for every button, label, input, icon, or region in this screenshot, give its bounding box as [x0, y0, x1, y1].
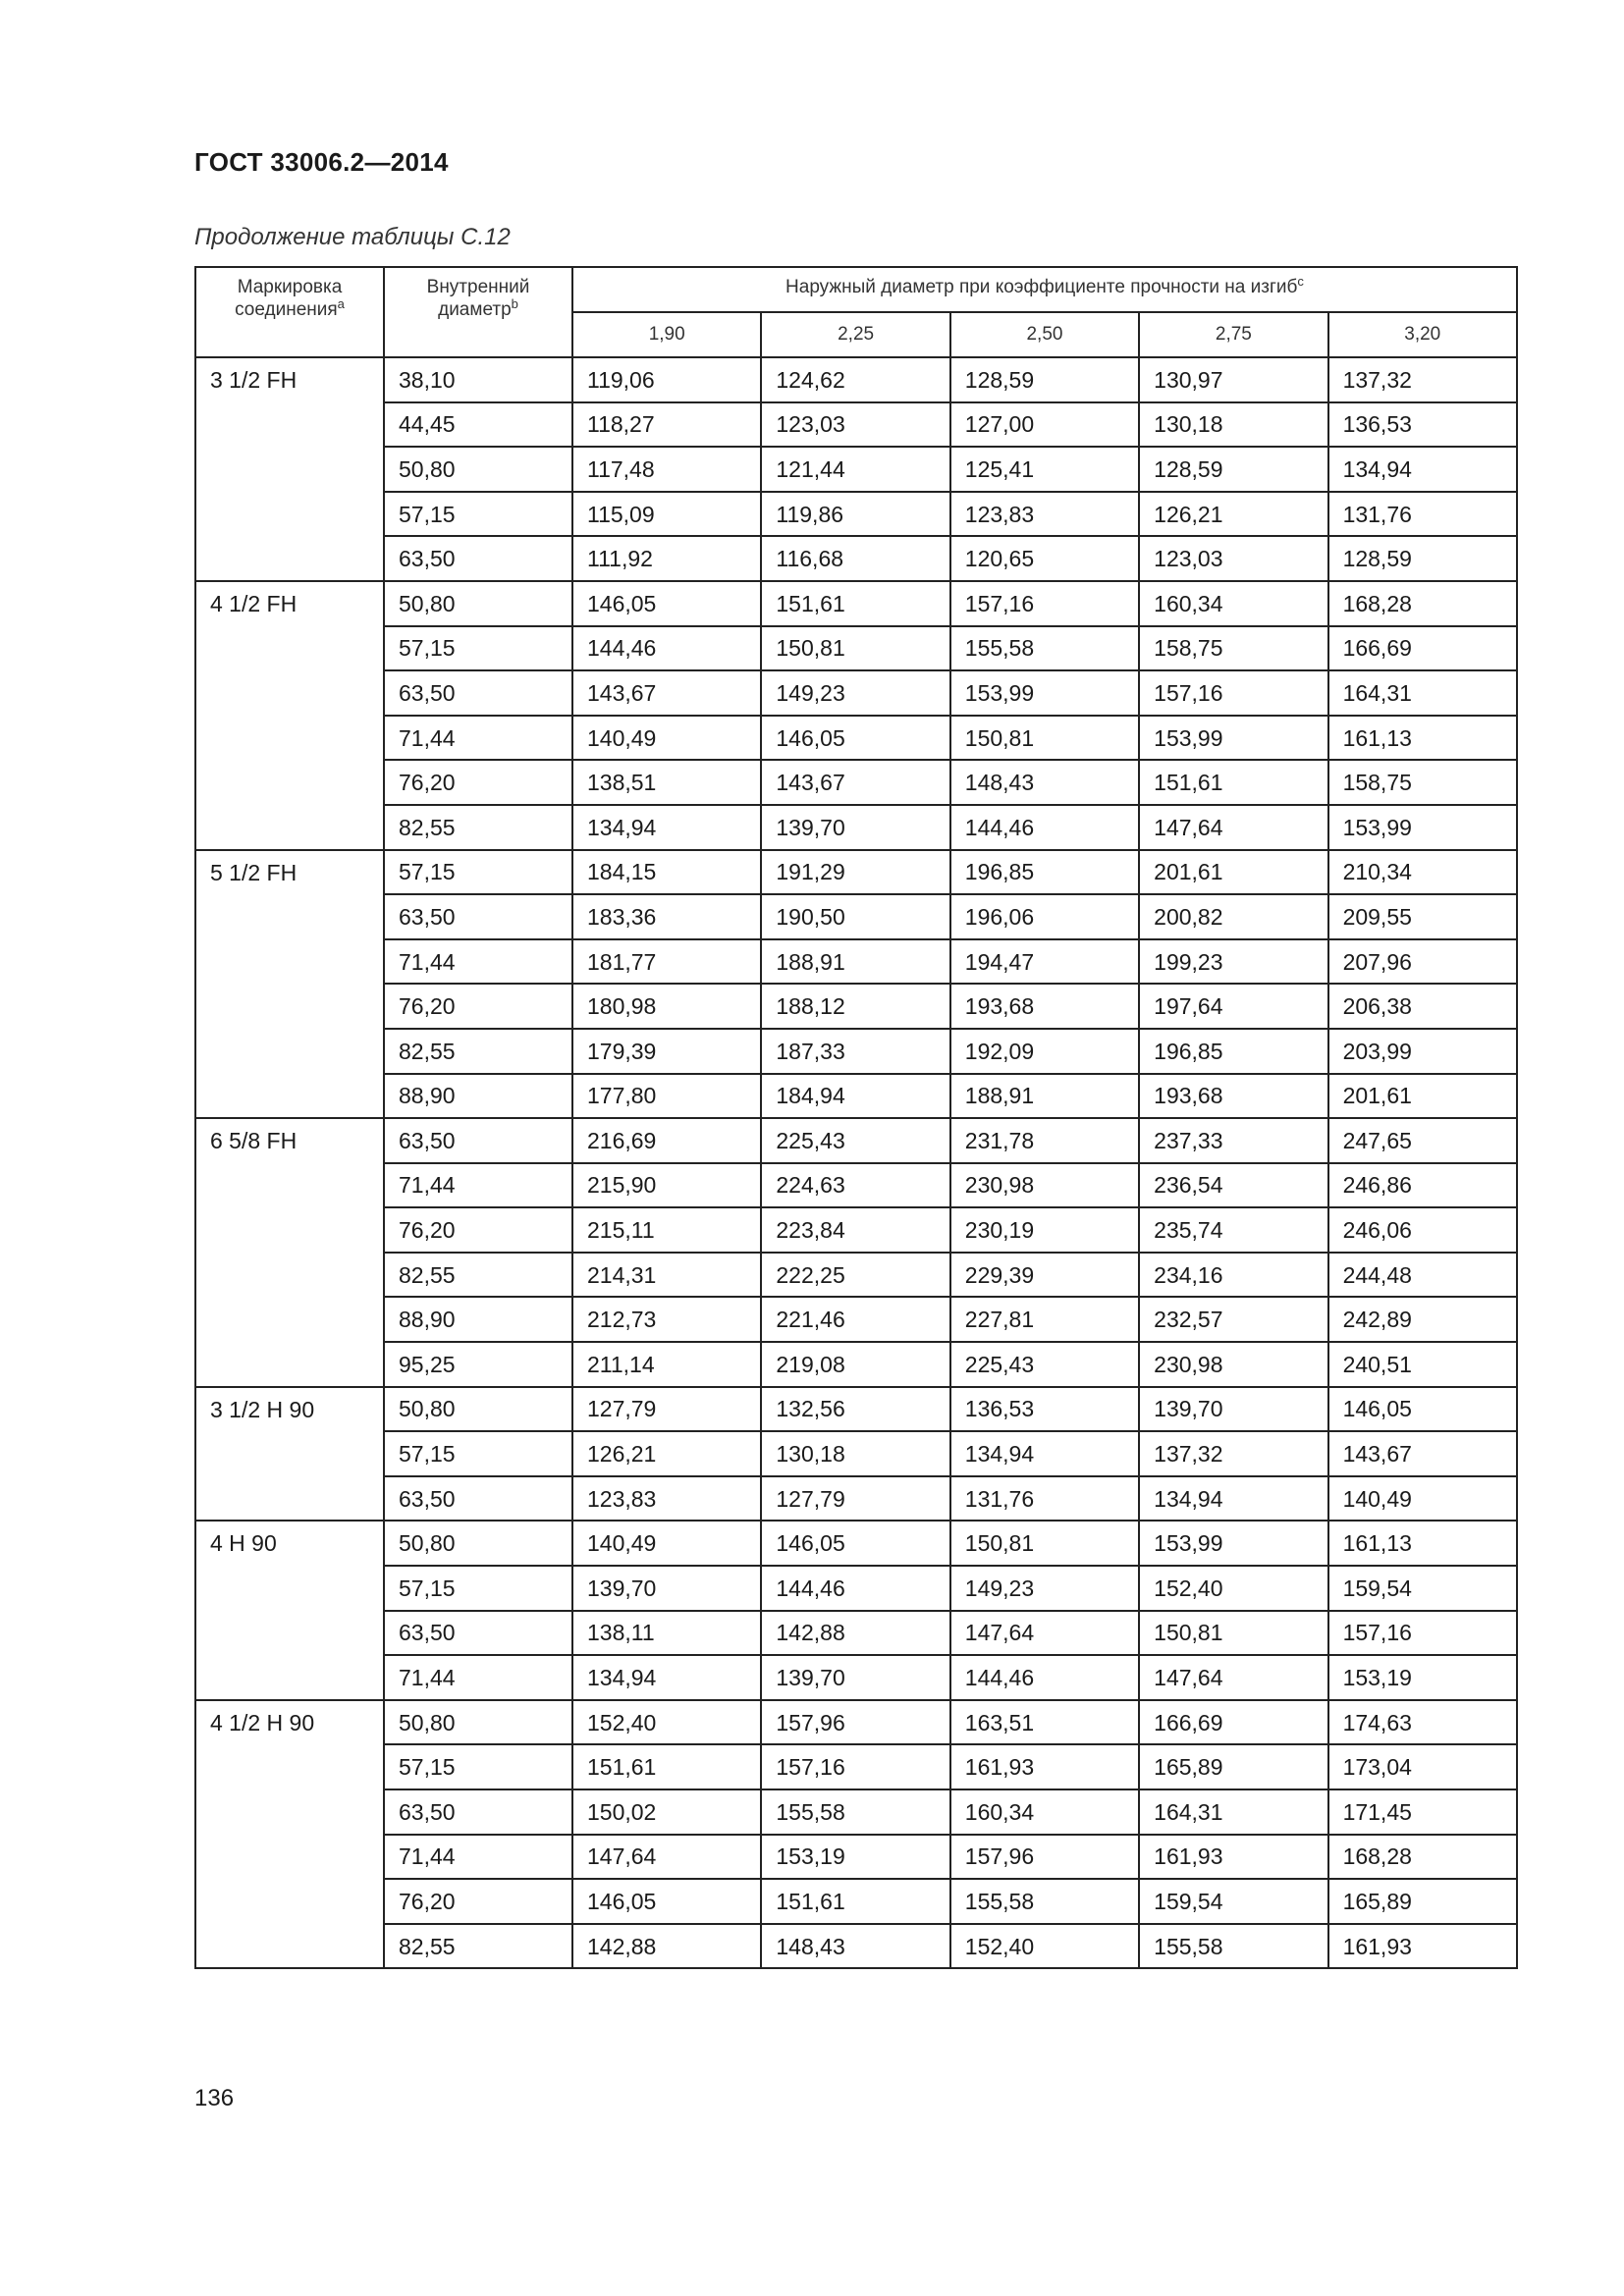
table-row	[195, 1879, 1517, 1924]
outer-diameter-cell: 136,53	[950, 1387, 1139, 1432]
outer-diameter-cell: 147,64	[950, 1611, 1139, 1656]
table-row	[195, 984, 1517, 1029]
outer-diameter-cell: 165,89	[1328, 1879, 1517, 1924]
outer-diameter-cell: 147,64	[572, 1835, 761, 1880]
outer-diameter-cell: 188,91	[761, 939, 949, 985]
outer-diameter-cell: 134,94	[572, 1655, 761, 1700]
outer-diameter-cell: 210,34	[1328, 850, 1517, 895]
outer-diameter-cell: 160,34	[1139, 581, 1327, 626]
inner-diameter-cell: 76,20	[384, 1207, 572, 1253]
outer-diameter-cell: 230,19	[950, 1207, 1139, 1253]
outer-diameter-cell: 166,69	[1328, 626, 1517, 671]
outer-diameter-cell: 168,28	[1328, 1835, 1517, 1880]
outer-diameter-cell: 161,93	[950, 1744, 1139, 1789]
outer-diameter-cell: 244,48	[1328, 1253, 1517, 1298]
outer-diameter-cell: 159,54	[1139, 1879, 1327, 1924]
inner-diameter-cell: 50,80	[384, 581, 572, 626]
inner-diameter-cell: 63,50	[384, 536, 572, 581]
outer-diameter-cell: 123,83	[950, 492, 1139, 537]
outer-diameter-cell: 164,31	[1328, 670, 1517, 716]
outer-diameter-cell: 147,64	[1139, 1655, 1327, 1700]
inner-diameter-cell: 63,50	[384, 1476, 572, 1522]
connection-mark-cell: 3 1/2 H 90	[195, 1387, 384, 1522]
outer-diameter-cell: 159,54	[1328, 1566, 1517, 1611]
inner-diameter-cell: 82,55	[384, 1253, 572, 1298]
connection-mark-header-label: Маркировка соединения	[235, 277, 343, 320]
table-row	[195, 1611, 1517, 1656]
factor-header: 2,75	[1139, 312, 1327, 357]
outer-diameter-cell: 216,69	[572, 1118, 761, 1163]
inner-diameter-cell: 71,44	[384, 1655, 572, 1700]
inner-diameter-cell: 82,55	[384, 1924, 572, 1969]
outer-diameter-cell: 151,61	[761, 1879, 949, 1924]
outer-diameter-cell: 140,49	[1328, 1476, 1517, 1522]
outer-diameter-cell: 153,99	[1139, 1521, 1327, 1566]
table-row	[195, 402, 1517, 448]
outer-diameter-cell: 184,15	[572, 850, 761, 895]
outer-diameter-cell: 222,25	[761, 1253, 949, 1298]
table-row	[195, 1387, 1517, 1432]
outer-diameter-cell: 150,02	[572, 1789, 761, 1835]
table-row	[195, 1431, 1517, 1476]
page-number: 136	[194, 2085, 235, 2111]
outer-diameter-cell: 215,90	[572, 1163, 761, 1208]
outer-diameter-cell: 139,70	[761, 805, 949, 850]
outer-diameter-cell: 137,32	[1328, 357, 1517, 402]
outer-diameter-cell: 161,93	[1328, 1924, 1517, 1969]
outer-diameter-cell: 142,88	[761, 1611, 949, 1656]
inner-diameter-header-label: Внутренний диаметр	[426, 277, 530, 320]
outer-diameter-cell: 192,09	[950, 1029, 1139, 1074]
table-row	[195, 1835, 1517, 1880]
footnote-c-marker: c	[1297, 274, 1304, 289]
outer-diameter-cell: 160,34	[950, 1789, 1139, 1835]
inner-diameter-cell: 57,15	[384, 492, 572, 537]
outer-diameter-group-label: Наружный диаметр при коэффициенте прочности на изгиб	[785, 277, 1298, 297]
outer-diameter-cell: 152,40	[572, 1700, 761, 1745]
table-row	[195, 626, 1517, 671]
outer-diameter-cell: 197,64	[1139, 984, 1327, 1029]
outer-diameter-cell: 139,70	[761, 1655, 949, 1700]
outer-diameter-cell: 119,86	[761, 492, 949, 537]
outer-diameter-cell: 157,96	[950, 1835, 1139, 1880]
outer-diameter-cell: 128,59	[1328, 536, 1517, 581]
outer-diameter-cell: 143,67	[572, 670, 761, 716]
inner-diameter-cell: 63,50	[384, 670, 572, 716]
connection-mark-cell: 5 1/2 FH	[195, 850, 384, 1119]
inner-diameter-cell: 63,50	[384, 1118, 572, 1163]
footnote-a-marker: a	[337, 296, 345, 311]
outer-diameter-cell: 171,45	[1328, 1789, 1517, 1835]
outer-diameter-cell: 151,61	[761, 581, 949, 626]
outer-diameter-cell: 151,61	[572, 1744, 761, 1789]
outer-diameter-cell: 224,63	[761, 1163, 949, 1208]
outer-diameter-cell: 140,49	[572, 716, 761, 761]
outer-diameter-cell: 142,88	[572, 1924, 761, 1969]
outer-diameter-cell: 144,46	[572, 626, 761, 671]
table-row	[195, 1566, 1517, 1611]
inner-diameter-header	[384, 267, 572, 357]
inner-diameter-cell: 38,10	[384, 357, 572, 402]
outer-diameter-cell: 139,70	[572, 1566, 761, 1611]
outer-diameter-cell: 140,49	[572, 1521, 761, 1566]
factor-header: 2,25	[761, 312, 949, 357]
table-row	[195, 357, 1517, 402]
outer-diameter-cell: 147,64	[1139, 805, 1327, 850]
outer-diameter-cell: 234,16	[1139, 1253, 1327, 1298]
outer-diameter-cell: 158,75	[1139, 626, 1327, 671]
inner-diameter-cell: 71,44	[384, 939, 572, 985]
outer-diameter-cell: 157,16	[950, 581, 1139, 626]
connection-mark-cell: 4 H 90	[195, 1521, 384, 1699]
outer-diameter-cell: 115,09	[572, 492, 761, 537]
inner-diameter-cell: 95,25	[384, 1342, 572, 1387]
table-row	[195, 536, 1517, 581]
outer-diameter-cell: 181,77	[572, 939, 761, 985]
outer-diameter-cell: 166,69	[1139, 1700, 1327, 1745]
outer-diameter-cell: 153,99	[1328, 805, 1517, 850]
outer-diameter-cell: 155,58	[950, 1879, 1139, 1924]
inner-diameter-cell: 57,15	[384, 1566, 572, 1611]
inner-diameter-cell: 82,55	[384, 1029, 572, 1074]
outer-diameter-cell: 111,92	[572, 536, 761, 581]
outer-diameter-cell: 126,21	[572, 1431, 761, 1476]
outer-diameter-cell: 144,46	[761, 1566, 949, 1611]
outer-diameter-cell: 161,13	[1328, 1521, 1517, 1566]
outer-diameter-cell: 157,16	[1328, 1611, 1517, 1656]
outer-diameter-cell: 196,06	[950, 894, 1139, 939]
outer-diameter-cell: 123,03	[1139, 536, 1327, 581]
inner-diameter-cell: 50,80	[384, 447, 572, 492]
table-caption: Продолжение таблицы С.12	[194, 224, 511, 250]
inner-diameter-cell: 71,44	[384, 1163, 572, 1208]
factor-header: 2,50	[950, 312, 1139, 357]
outer-diameter-cell: 148,43	[761, 1924, 949, 1969]
outer-diameter-cell: 240,51	[1328, 1342, 1517, 1387]
outer-diameter-cell: 227,81	[950, 1297, 1139, 1342]
table-header	[195, 267, 1517, 357]
outer-diameter-cell: 174,63	[1328, 1700, 1517, 1745]
outer-diameter-cell: 230,98	[950, 1163, 1139, 1208]
outer-diameter-cell: 118,27	[572, 402, 761, 448]
outer-diameter-cell: 127,79	[761, 1476, 949, 1522]
outer-diameter-cell: 126,21	[1139, 492, 1327, 537]
outer-diameter-cell: 242,89	[1328, 1297, 1517, 1342]
inner-diameter-cell: 82,55	[384, 805, 572, 850]
table-row	[195, 760, 1517, 805]
outer-diameter-cell: 207,96	[1328, 939, 1517, 985]
outer-diameter-cell: 215,11	[572, 1207, 761, 1253]
inner-diameter-cell: 88,90	[384, 1297, 572, 1342]
table-row	[195, 492, 1517, 537]
outer-diameter-cell: 127,79	[572, 1387, 761, 1432]
outer-diameter-cell: 153,19	[1328, 1655, 1517, 1700]
table-row	[195, 716, 1517, 761]
table-row	[195, 894, 1517, 939]
outer-diameter-cell: 235,74	[1139, 1207, 1327, 1253]
connection-mark-header	[195, 267, 384, 357]
footnote-b-marker: b	[511, 296, 518, 311]
outer-diameter-cell: 131,76	[950, 1476, 1139, 1522]
diameter-table	[194, 266, 1518, 1969]
outer-diameter-cell: 225,43	[950, 1342, 1139, 1387]
outer-diameter-cell: 161,93	[1139, 1835, 1327, 1880]
outer-diameter-cell: 121,44	[761, 447, 949, 492]
outer-diameter-cell: 221,46	[761, 1297, 949, 1342]
table-row	[195, 1074, 1517, 1119]
outer-diameter-cell: 152,40	[950, 1924, 1139, 1969]
outer-diameter-cell: 138,11	[572, 1611, 761, 1656]
outer-diameter-cell: 161,13	[1328, 716, 1517, 761]
outer-diameter-cell: 237,33	[1139, 1118, 1327, 1163]
document-code: ГОСТ 33006.2—2014	[194, 147, 449, 177]
table-row	[195, 1297, 1517, 1342]
outer-diameter-cell: 196,85	[1139, 1029, 1327, 1074]
outer-diameter-cell: 177,80	[572, 1074, 761, 1119]
inner-diameter-cell: 50,80	[384, 1700, 572, 1745]
outer-diameter-cell: 232,57	[1139, 1297, 1327, 1342]
outer-diameter-cell: 136,53	[1328, 402, 1517, 448]
outer-diameter-cell: 146,05	[572, 1879, 761, 1924]
connection-mark-cell: 4 1/2 FH	[195, 581, 384, 850]
outer-diameter-cell: 219,08	[761, 1342, 949, 1387]
outer-diameter-cell: 225,43	[761, 1118, 949, 1163]
outer-diameter-cell: 131,76	[1328, 492, 1517, 537]
outer-diameter-cell: 165,89	[1139, 1744, 1327, 1789]
outer-diameter-cell: 155,58	[761, 1789, 949, 1835]
outer-diameter-cell: 150,81	[950, 1521, 1139, 1566]
table-row	[195, 1521, 1517, 1566]
table-row	[195, 1700, 1517, 1745]
inner-diameter-cell: 71,44	[384, 716, 572, 761]
outer-diameter-cell: 246,06	[1328, 1207, 1517, 1253]
outer-diameter-cell: 153,19	[761, 1835, 949, 1880]
outer-diameter-cell: 191,29	[761, 850, 949, 895]
table-row	[195, 1744, 1517, 1789]
outer-diameter-cell: 132,56	[761, 1387, 949, 1432]
outer-diameter-cell: 116,68	[761, 536, 949, 581]
outer-diameter-cell: 130,18	[1139, 402, 1327, 448]
outer-diameter-cell: 180,98	[572, 984, 761, 1029]
outer-diameter-cell: 196,85	[950, 850, 1139, 895]
outer-diameter-cell: 134,94	[572, 805, 761, 850]
inner-diameter-cell: 76,20	[384, 984, 572, 1029]
outer-diameter-cell: 188,12	[761, 984, 949, 1029]
inner-diameter-cell: 88,90	[384, 1074, 572, 1119]
outer-diameter-cell: 134,94	[950, 1431, 1139, 1476]
outer-diameter-cell: 134,94	[1328, 447, 1517, 492]
outer-diameter-cell: 125,41	[950, 447, 1139, 492]
outer-diameter-cell: 200,82	[1139, 894, 1327, 939]
table-row	[195, 581, 1517, 626]
header-row	[195, 267, 1517, 312]
outer-diameter-cell: 153,99	[1139, 716, 1327, 761]
inner-diameter-cell: 57,15	[384, 1431, 572, 1476]
outer-diameter-cell: 231,78	[950, 1118, 1139, 1163]
outer-diameter-cell: 230,98	[1139, 1342, 1327, 1387]
outer-diameter-cell: 206,38	[1328, 984, 1517, 1029]
table-row	[195, 939, 1517, 985]
outer-diameter-cell: 130,97	[1139, 357, 1327, 402]
outer-diameter-cell: 201,61	[1139, 850, 1327, 895]
outer-diameter-cell: 201,61	[1328, 1074, 1517, 1119]
outer-diameter-cell: 164,31	[1139, 1789, 1327, 1835]
outer-diameter-cell: 211,14	[572, 1342, 761, 1387]
outer-diameter-cell: 128,59	[1139, 447, 1327, 492]
outer-diameter-cell: 123,83	[572, 1476, 761, 1522]
outer-diameter-cell: 150,81	[761, 626, 949, 671]
outer-diameter-cell: 214,31	[572, 1253, 761, 1298]
inner-diameter-cell: 50,80	[384, 1387, 572, 1432]
table-row	[195, 1789, 1517, 1835]
outer-diameter-cell: 188,91	[950, 1074, 1139, 1119]
connection-mark-cell: 4 1/2 H 90	[195, 1700, 384, 1969]
table-row	[195, 1029, 1517, 1074]
outer-diameter-cell: 193,68	[950, 984, 1139, 1029]
outer-diameter-cell: 158,75	[1328, 760, 1517, 805]
outer-diameter-cell: 209,55	[1328, 894, 1517, 939]
outer-diameter-cell: 203,99	[1328, 1029, 1517, 1074]
table-row	[195, 1476, 1517, 1522]
connection-mark-cell: 3 1/2 FH	[195, 357, 384, 581]
table-row	[195, 1118, 1517, 1163]
outer-diameter-cell: 157,16	[761, 1744, 949, 1789]
table-row	[195, 447, 1517, 492]
outer-diameter-cell: 155,58	[950, 626, 1139, 671]
outer-diameter-cell: 150,81	[1139, 1611, 1327, 1656]
inner-diameter-cell: 63,50	[384, 1611, 572, 1656]
outer-diameter-group-header	[572, 267, 1517, 312]
outer-diameter-cell: 144,46	[950, 1655, 1139, 1700]
inner-diameter-cell: 57,15	[384, 626, 572, 671]
outer-diameter-cell: 246,86	[1328, 1163, 1517, 1208]
outer-diameter-cell: 148,43	[950, 760, 1139, 805]
outer-diameter-cell: 173,04	[1328, 1744, 1517, 1789]
table-row	[195, 1163, 1517, 1208]
inner-diameter-cell: 57,15	[384, 1744, 572, 1789]
outer-diameter-cell: 155,58	[1139, 1924, 1327, 1969]
outer-diameter-cell: 229,39	[950, 1253, 1139, 1298]
outer-diameter-cell: 119,06	[572, 357, 761, 402]
outer-diameter-cell: 146,05	[761, 716, 949, 761]
inner-diameter-cell: 57,15	[384, 850, 572, 895]
outer-diameter-cell: 168,28	[1328, 581, 1517, 626]
outer-diameter-cell: 247,65	[1328, 1118, 1517, 1163]
outer-diameter-cell: 190,50	[761, 894, 949, 939]
connection-mark-cell: 6 5/8 FH	[195, 1118, 384, 1387]
outer-diameter-cell: 138,51	[572, 760, 761, 805]
outer-diameter-cell: 212,73	[572, 1297, 761, 1342]
outer-diameter-cell: 134,94	[1139, 1476, 1327, 1522]
outer-diameter-cell: 120,65	[950, 536, 1139, 581]
outer-diameter-cell: 179,39	[572, 1029, 761, 1074]
table-row	[195, 1655, 1517, 1700]
factor-header: 1,90	[572, 312, 761, 357]
inner-diameter-cell: 71,44	[384, 1835, 572, 1880]
outer-diameter-cell: 149,23	[761, 670, 949, 716]
outer-diameter-cell: 143,67	[761, 760, 949, 805]
outer-diameter-cell: 143,67	[1328, 1431, 1517, 1476]
outer-diameter-cell: 144,46	[950, 805, 1139, 850]
outer-diameter-cell: 124,62	[761, 357, 949, 402]
inner-diameter-cell: 63,50	[384, 894, 572, 939]
outer-diameter-cell: 157,16	[1139, 670, 1327, 716]
inner-diameter-cell: 50,80	[384, 1521, 572, 1566]
outer-diameter-cell: 194,47	[950, 939, 1139, 985]
table-row	[195, 1342, 1517, 1387]
outer-diameter-cell: 117,48	[572, 447, 761, 492]
factor-header: 3,20	[1328, 312, 1517, 357]
outer-diameter-cell: 236,54	[1139, 1163, 1327, 1208]
outer-diameter-cell: 146,05	[761, 1521, 949, 1566]
outer-diameter-cell: 163,51	[950, 1700, 1139, 1745]
outer-diameter-cell: 128,59	[950, 357, 1139, 402]
outer-diameter-cell: 139,70	[1139, 1387, 1327, 1432]
outer-diameter-cell: 123,03	[761, 402, 949, 448]
outer-diameter-cell: 130,18	[761, 1431, 949, 1476]
table-row	[195, 1207, 1517, 1253]
outer-diameter-cell: 153,99	[950, 670, 1139, 716]
outer-diameter-cell: 187,33	[761, 1029, 949, 1074]
outer-diameter-cell: 149,23	[950, 1566, 1139, 1611]
table-row	[195, 1924, 1517, 1969]
outer-diameter-cell: 199,23	[1139, 939, 1327, 985]
outer-diameter-cell: 223,84	[761, 1207, 949, 1253]
outer-diameter-cell: 184,94	[761, 1074, 949, 1119]
outer-diameter-cell: 193,68	[1139, 1074, 1327, 1119]
inner-diameter-cell: 76,20	[384, 760, 572, 805]
outer-diameter-cell: 146,05	[572, 581, 761, 626]
table-row	[195, 670, 1517, 716]
inner-diameter-cell: 44,45	[384, 402, 572, 448]
outer-diameter-cell: 146,05	[1328, 1387, 1517, 1432]
table-body	[195, 357, 1517, 1968]
outer-diameter-cell: 137,32	[1139, 1431, 1327, 1476]
outer-diameter-cell: 157,96	[761, 1700, 949, 1745]
outer-diameter-cell: 150,81	[950, 716, 1139, 761]
outer-diameter-cell: 127,00	[950, 402, 1139, 448]
outer-diameter-cell: 151,61	[1139, 760, 1327, 805]
table-row	[195, 805, 1517, 850]
outer-diameter-cell: 183,36	[572, 894, 761, 939]
table-row	[195, 850, 1517, 895]
inner-diameter-cell: 76,20	[384, 1879, 572, 1924]
outer-diameter-cell: 152,40	[1139, 1566, 1327, 1611]
inner-diameter-cell: 63,50	[384, 1789, 572, 1835]
table-row	[195, 1253, 1517, 1298]
